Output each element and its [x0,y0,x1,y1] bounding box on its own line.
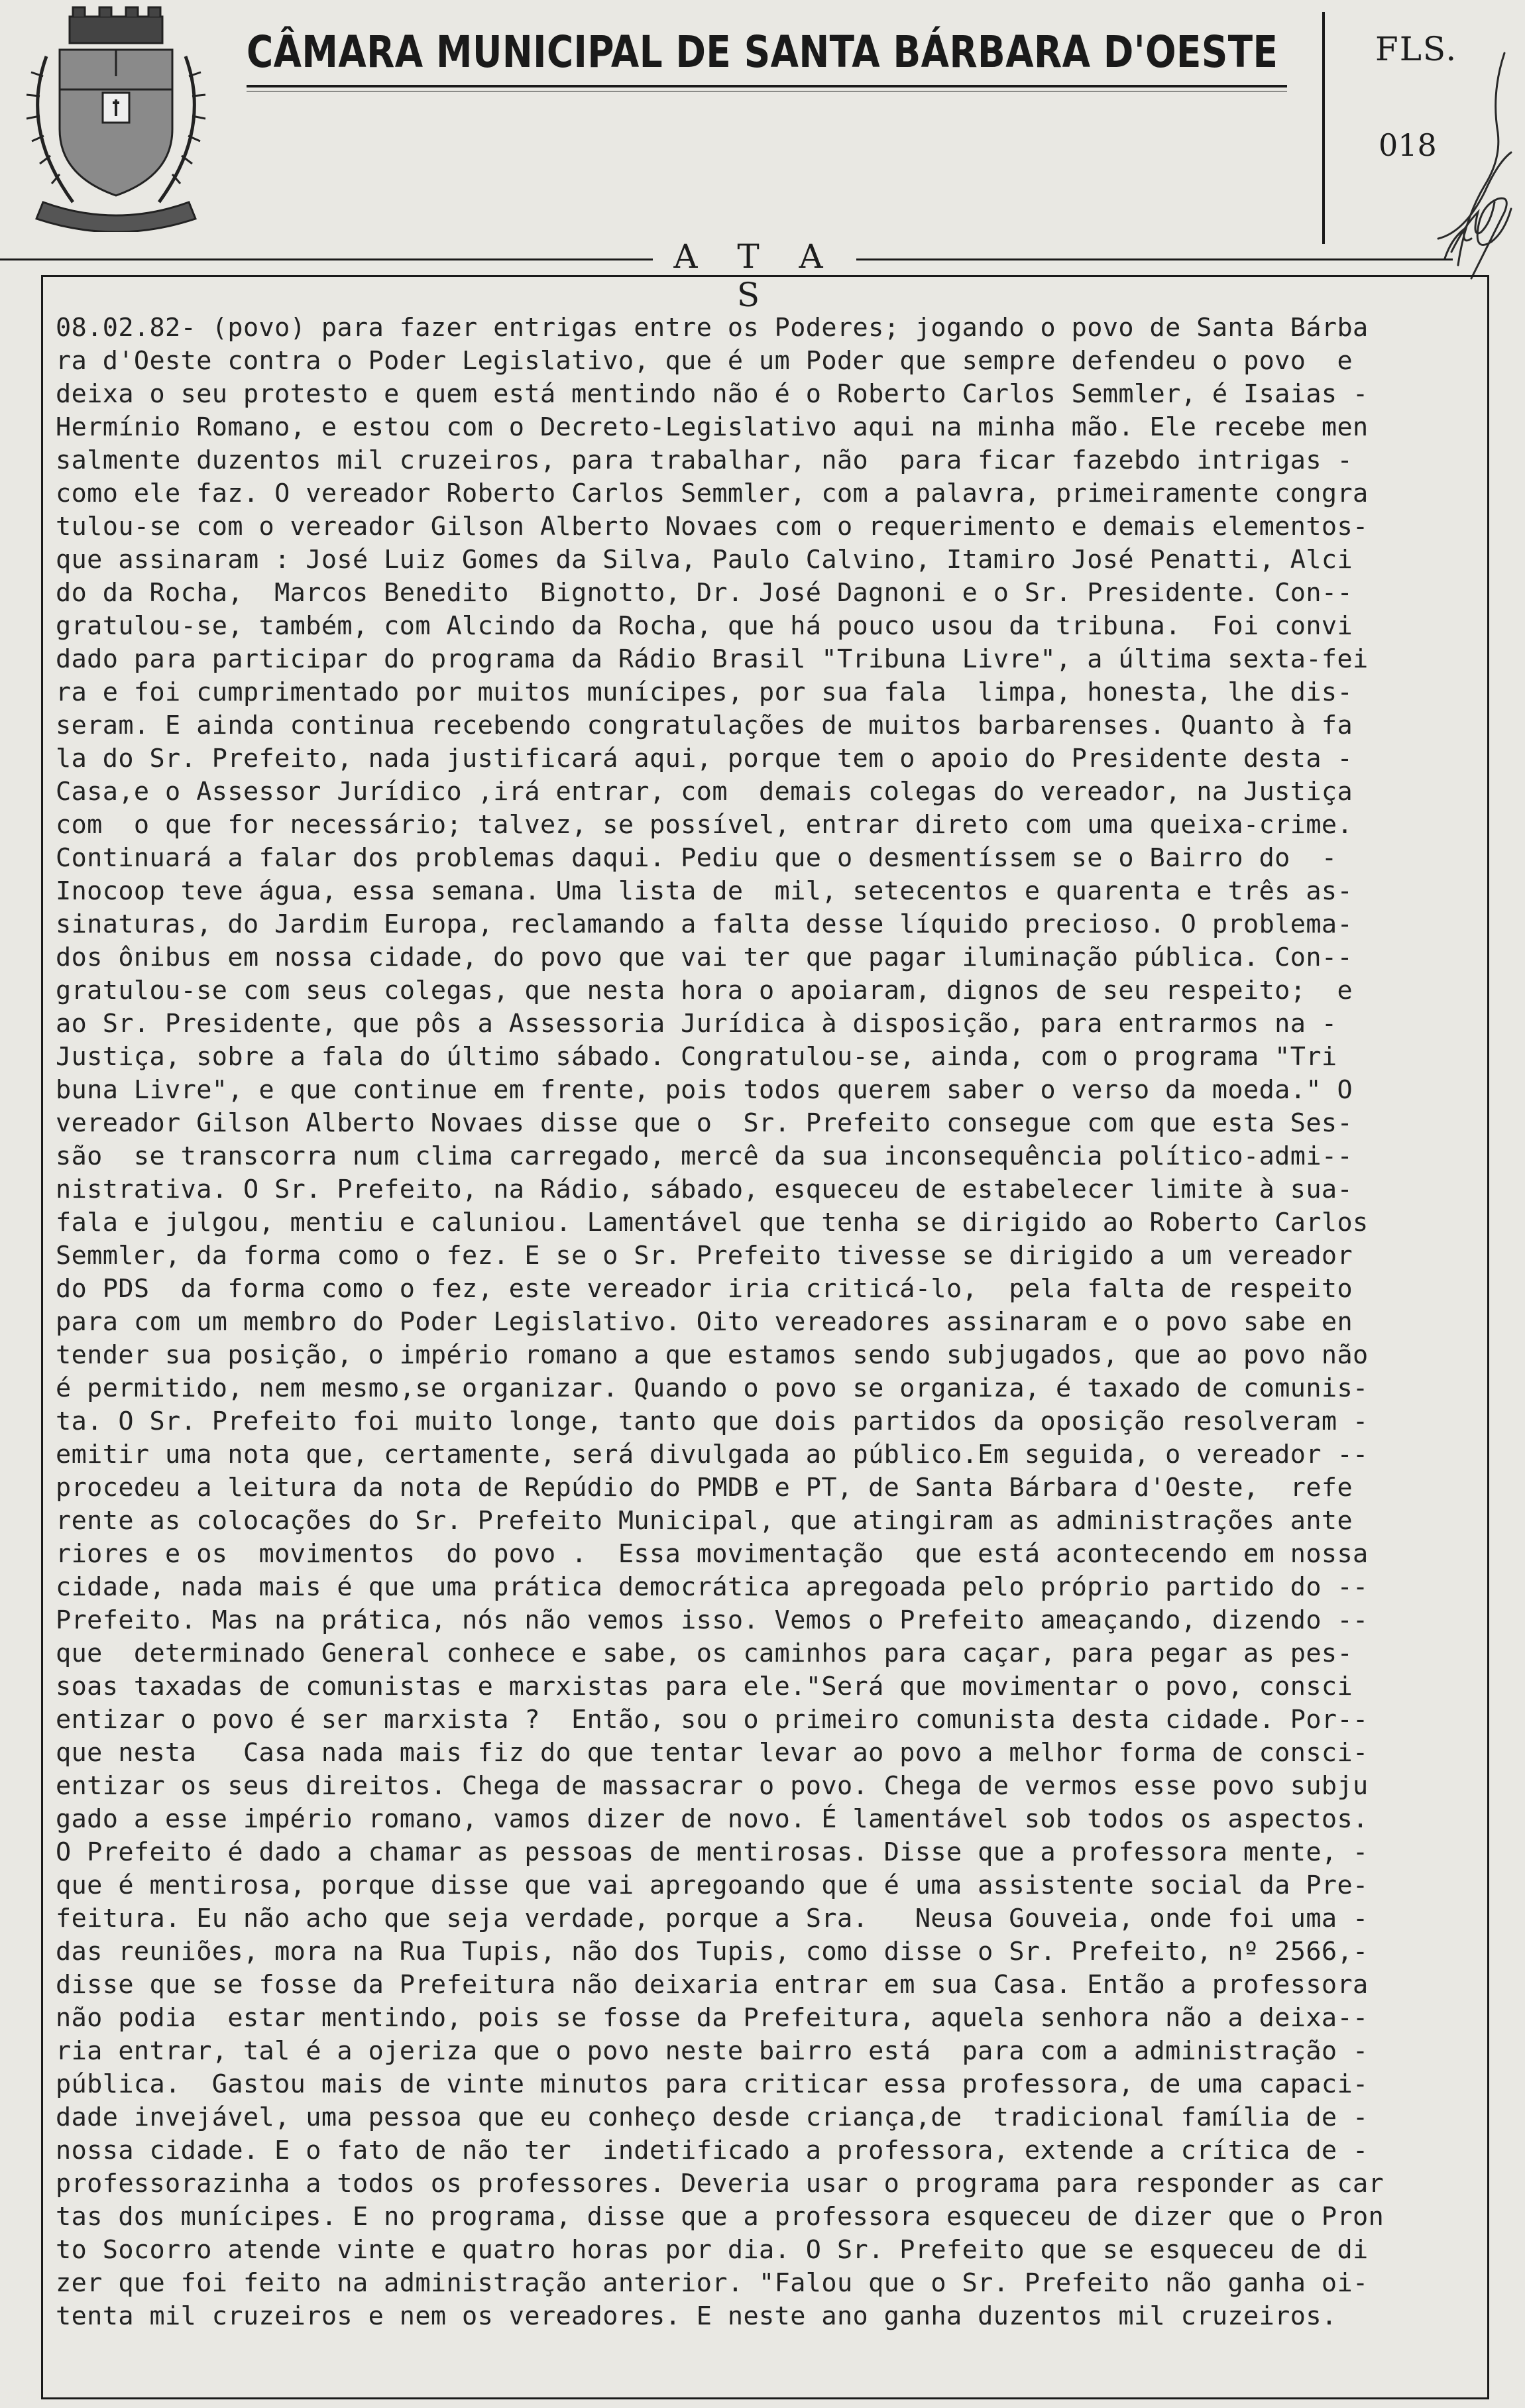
minutes-line: que nesta Casa nada mais fiz do que tentar levar ao povo a melhor forma de consci- [56,1738,1369,1768]
minutes-line: soas taxadas de comunistas e marxistas para ele."Será que movimentar o povo, consci [56,1672,1353,1701]
minutes-line: ra e foi cumprimentado por muitos munícipes, por sua fala limpa, honesta, lhe dis- [56,677,1353,707]
minutes-line: com o que for necessário; talvez, se possível, entrar direto com uma queixa-crime. [56,810,1353,840]
minutes-line: procedeu a leitura da nota de Repúdio do PMDB e PT, de Santa Bárbara d'Oeste, refe [56,1473,1353,1503]
minutes-line: entizar o povo é ser marxista ? Então, sou o primeiro comunista desta cidade. Por-- [56,1705,1369,1735]
minutes-line: gratulou-se com seus colegas, que nesta hora o apoiaram, dignos de seu respeito; e [56,976,1353,1005]
minutes-line: feitura. Eu não acho que seja verdade, porque a Sra. Neusa Gouveia, onde foi uma - [56,1904,1369,1933]
minutes-line: gado a esse império romano, vamos dizer de novo. É lamentável sob todos os aspectos. [56,1804,1369,1834]
minutes-line: não podia estar mentindo, pois se fosse da Prefeitura, aquela senhora não a deixa-- [56,2003,1369,2033]
minutes-line: do PDS da forma como o fez, este vereador iria criticá-lo, pela falta de respeito [56,1274,1353,1304]
minutes-line: tender sua posição, o império romano a que estamos sendo subjugados, que ao povo não [56,1340,1369,1370]
minutes-line: dade invejável, uma pessoa que eu conheço desde criança,de tradicional família de - [56,2102,1369,2132]
municipal-coat-of-arms-icon [7,3,225,232]
minutes-line: é permitido, nem mesmo,se organizar. Quando o povo se organiza, é taxado de comunis- [56,1373,1369,1403]
minutes-line: pública. Gastou mais de vinte minutos para criticar essa professora, de uma capaci- [56,2069,1369,2099]
minutes-line: vereador Gilson Alberto Novaes disse que o Sr. Prefeito consegue com que esta Ses- [56,1108,1353,1138]
minutes-line: são se transcorra num clima carregado, mercê da sua inconsequência político-admi-- [56,1141,1353,1171]
minutes-line: Continuará a falar dos problemas daqui. Pediu que o desmentíssem se o Bairro do - [56,843,1337,873]
folio-label: FLS. [1375,30,1458,68]
minutes-line: disse que se fosse da Prefeitura não deixaria entrar em sua Casa. Então a professora [56,1970,1369,2000]
minutes-line: la do Sr. Prefeito, nada justificará aqui, porque tem o apoio do Presidente desta - [56,744,1353,774]
minutes-line: nossa cidade. E o fato de não ter indetificado a professora, extende a crítica de - [56,2136,1369,2165]
institution-name: CÂMARA MUNICIPAL DE SANTA BÁRBARA D'OESTE [247,27,1278,78]
minutes-line: Casa,e o Assessor Jurídico ,irá entrar, com demais colegas do vereador, na Justiça [56,777,1353,807]
minutes-line: como ele faz. O vereador Roberto Carlos Semmler, com a palavra, primeiramente congra [56,479,1369,508]
minutes-line: buna Livre", e que continue em frente, pois todos querem saber o verso da moeda." O [56,1075,1353,1105]
minutes-line: Justiça, sobre a fala do último sábado. Congratulou-se, ainda, com o programa "Tri [56,1042,1337,1072]
minutes-line: rente as colocações do Sr. Prefeito Municipal, que atingiram as administrações ante [56,1506,1353,1536]
document-header [0,0,1525,242]
minutes-line: que assinaram : José Luiz Gomes da Silva, Paulo Calvino, Itamiro José Penatti, Alci [56,545,1353,575]
section-rule-right [856,258,1453,260]
minutes-line: tulou-se com o vereador Gilson Alberto Novaes com o requerimento e demais elementos- [56,512,1369,542]
minutes-line: gratulou-se, também, com Alcindo da Rocha, que há pouco usou da tribuna. Foi convi [56,611,1353,641]
minutes-line: para com um membro do Poder Legislativo. Oito vereadores assinaram e o povo sabe en [56,1307,1353,1337]
minutes-line: 08.02.82- (povo) para fazer entrigas entre os Poderes; jogando o povo de Santa Bárba [56,313,1369,343]
minutes-line: dos ônibus em nossa cidade, do povo que vai ter que pagar iluminação pública. Con-- [56,943,1353,972]
minutes-line: O Prefeito é dado a chamar as pessoas de mentirosas. Disse que a professora mente, - [56,1837,1369,1867]
minutes-line: que é mentirosa, porque disse que vai apregoando que é uma assistente social da Pre- [56,1870,1369,1900]
minutes-line: que determinado General conhece e sabe, os caminhos para caçar, para pegar as pes- [56,1638,1353,1668]
minutes-line: riores e os movimentos do povo . Essa movimentação que está acontecendo em nossa [56,1539,1369,1569]
minutes-line: deixa o seu protesto e quem está mentindo não é o Roberto Carlos Semmler, é Isaias - [56,379,1369,409]
section-title: A T A S [673,237,838,314]
minutes-line: cidade, nada mais é que uma prática democrática apregoada pelo próprio partido do -- [56,1572,1369,1602]
handwritten-signature-icon [1372,40,1524,305]
minutes-line: fala e julgou, mentiu e caluniou. Lamentável que tenha se dirigido ao Roberto Carlos [56,1208,1369,1237]
minutes-body [56,312,1474,2333]
minutes-line: salmente duzentos mil cruzeiros, para trabalhar, não para ficar fazebdo intrigas - [56,445,1353,475]
minutes-line: seram. E ainda continua recebendo congratulações de muitos barbarenses. Quanto à fa [56,711,1353,740]
minutes-line: ra d'Oeste contra o Poder Legislativo, que é um Poder que sempre defendeu o povo e [56,346,1353,376]
minutes-line: dado para participar do programa da Rádio Brasil "Tribuna Livre", a última sexta-fei [56,644,1369,674]
title-underline [247,85,1287,87]
minutes-line: zer que foi feito na administração anterior. "Falou que o Sr. Prefeito não ganha oi- [56,2268,1369,2298]
minutes-line: ao Sr. Presidente, que pôs a Assessoria Jurídica à disposição, para entrarmos na - [56,1009,1337,1039]
minutes-line: sinaturas, do Jardim Europa, reclamando a falta desse líquido precioso. O problema- [56,909,1353,939]
minutes-line: Prefeito. Mas na prática, nós não vemos isso. Vemos o Prefeito ameaçando, dizendo -- [56,1605,1369,1635]
minutes-line: Inocoop teve água, essa semana. Uma lista de mil, setecentos e quarenta e três as- [56,876,1353,906]
minutes-line: ria entrar, tal é a ojeriza que o povo neste bairro está para com a administração - [56,2036,1369,2066]
minutes-line: to Socorro atende vinte e quatro horas por dia. O Sr. Prefeito que se esqueceu de di [56,2235,1369,2265]
minutes-line: emitir uma nota que, certamente, será divulgada ao público.Em seguida, o vereador -- [56,1440,1369,1469]
minutes-line: do da Rocha, Marcos Benedito Bignotto, Dr. José Dagnoni e o Sr. Presidente. Con-- [56,578,1353,608]
folio-number: 018 [1379,127,1437,163]
minutes-line: ta. O Sr. Prefeito foi muito longe, tanto que dois partidos da oposição resolveram - [56,1406,1369,1436]
minutes-line: das reuniões, mora na Rua Tupis, não dos Tupis, como disse o Sr. Prefeito, nº 2566,- [56,1937,1369,1967]
header-divider [1322,12,1325,244]
minutes-line: Semmler, da forma como o fez. E se o Sr. Prefeito tivesse se dirigido a um vereador [56,1241,1353,1271]
minutes-line: tas dos munícipes. E no programa, disse que a professora esqueceu de dizer que o Pron [56,2202,1384,2232]
section-rule-left [0,258,653,260]
minutes-line: Hermínio Romano, e estou com o Decreto-Legislativo aqui na minha mão. Ele recebe men [56,412,1369,442]
minutes-line: tenta mil cruzeiros e nem os vereadores. E neste ano ganha duzentos mil cruzeiros. [56,2301,1337,2331]
minutes-line: professorazinha a todos os professores. Deveria usar o programa para responder as car [56,2169,1384,2199]
minutes-line: nistrativa. O Sr. Prefeito, na Rádio, sábado, esqueceu de estabelecer limite à sua- [56,1175,1353,1204]
minutes-line: entizar os seus direitos. Chega de massacrar o povo. Chega de vermos esse povo subju [56,1771,1369,1801]
